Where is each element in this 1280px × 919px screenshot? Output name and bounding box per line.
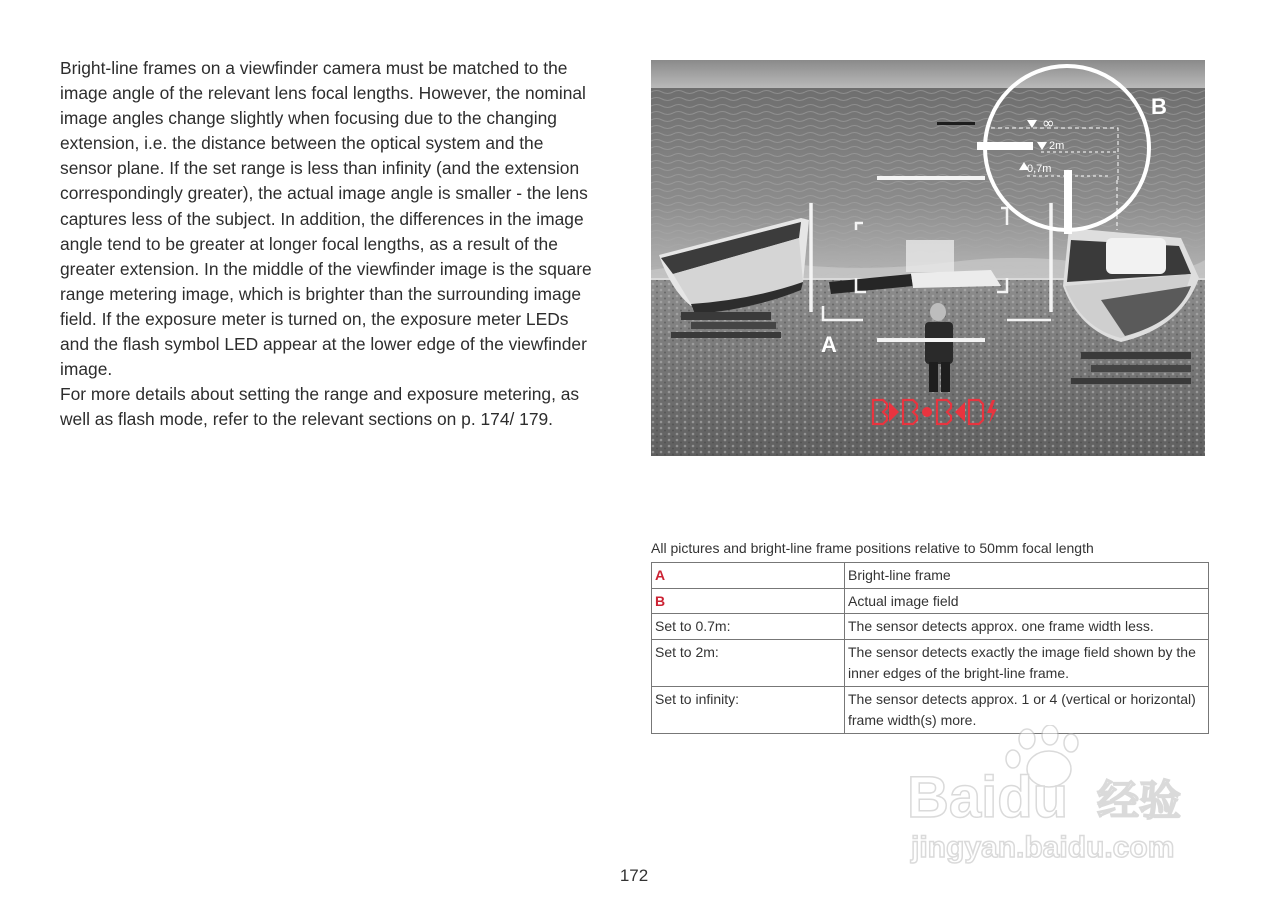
baidu-watermark bbox=[905, 725, 1205, 870]
table-row bbox=[652, 614, 1209, 640]
body-line: correspondingly greater), the actual image angle is smaller - the lens bbox=[60, 183, 588, 204]
infinity-label: ∞ bbox=[1042, 114, 1055, 132]
legend-key: A bbox=[652, 563, 845, 589]
body-line: and the flash symbol LED appear at the lower edge of the viewfinder bbox=[60, 334, 587, 355]
body-line: image angles change slightly when focusing due to the changing bbox=[60, 108, 557, 129]
body-text bbox=[60, 56, 620, 432]
legend-value: Bright-line frame bbox=[845, 563, 1209, 589]
table-row bbox=[652, 588, 1209, 614]
legend-value: The sensor detects approx. 1 or 4 (vertical or horizontal) frame width(s) more. bbox=[845, 686, 1209, 733]
legend-value: The sensor detects exactly the image field shown by the inner edges of the bright-line frame. bbox=[845, 639, 1209, 686]
legend-key: Set to 0.7m: bbox=[652, 614, 845, 640]
legend-value: Actual image field bbox=[845, 588, 1209, 614]
page-number: 172 bbox=[619, 866, 649, 885]
distance-2m-label: 2m bbox=[1049, 140, 1065, 152]
lying-person-light bbox=[911, 270, 1001, 288]
body-line: sensor plane. If the set range is less than infinity (and the extension bbox=[60, 158, 580, 179]
watermark-brand-cn: 经验 bbox=[1097, 777, 1182, 824]
body-line: well as flash mode, refer to the relevant sections on p. 174/ 179. bbox=[60, 409, 554, 430]
body-line: range metering image, which is brighter than the surrounding image bbox=[60, 283, 582, 304]
figure-caption: All pictures and bright-line frame positions relative to 50mm focal length bbox=[651, 540, 1094, 556]
body-line: greater extension. In the middle of the viewfinder image is the square bbox=[60, 258, 592, 279]
legend-key: Set to 2m: bbox=[652, 639, 845, 686]
legend-value: The sensor detects approx. one frame width less. bbox=[845, 614, 1209, 640]
body-line: angle tend to be greater at longer focal lengths, as a result of the bbox=[60, 233, 558, 254]
viewfinder-photo bbox=[651, 60, 1205, 456]
watermark-brand: Baidu bbox=[907, 765, 1069, 830]
table-row bbox=[652, 563, 1209, 589]
body-line: Bright-line frames on a viewfinder camera must be matched to the bbox=[60, 58, 568, 78]
body-line: captures less of the subject. In addition, the differences in the image bbox=[60, 208, 584, 229]
body-line: field. If the exposure meter is turned on, the exposure meter LEDs bbox=[60, 308, 569, 329]
body-line: For more details about setting the range and exposure metering, as bbox=[60, 384, 580, 405]
legend-table bbox=[651, 562, 1209, 734]
legend-key: Set to infinity: bbox=[652, 686, 845, 733]
table-row bbox=[652, 639, 1209, 686]
distance-07m-label: 0,7m bbox=[1027, 163, 1052, 175]
body-line: image angle of the relevant lens focal lengths. However, the nominal bbox=[60, 83, 586, 104]
body-line: extension, i.e. the distance between the optical system and the bbox=[60, 133, 544, 154]
range-metering-square bbox=[906, 240, 954, 272]
watermark-url: jingyan.baidu.com bbox=[911, 831, 1175, 864]
legend-key: B bbox=[652, 588, 845, 614]
body-line: image. bbox=[60, 359, 113, 380]
label-b: B bbox=[1151, 94, 1167, 119]
label-a: A bbox=[821, 332, 837, 357]
